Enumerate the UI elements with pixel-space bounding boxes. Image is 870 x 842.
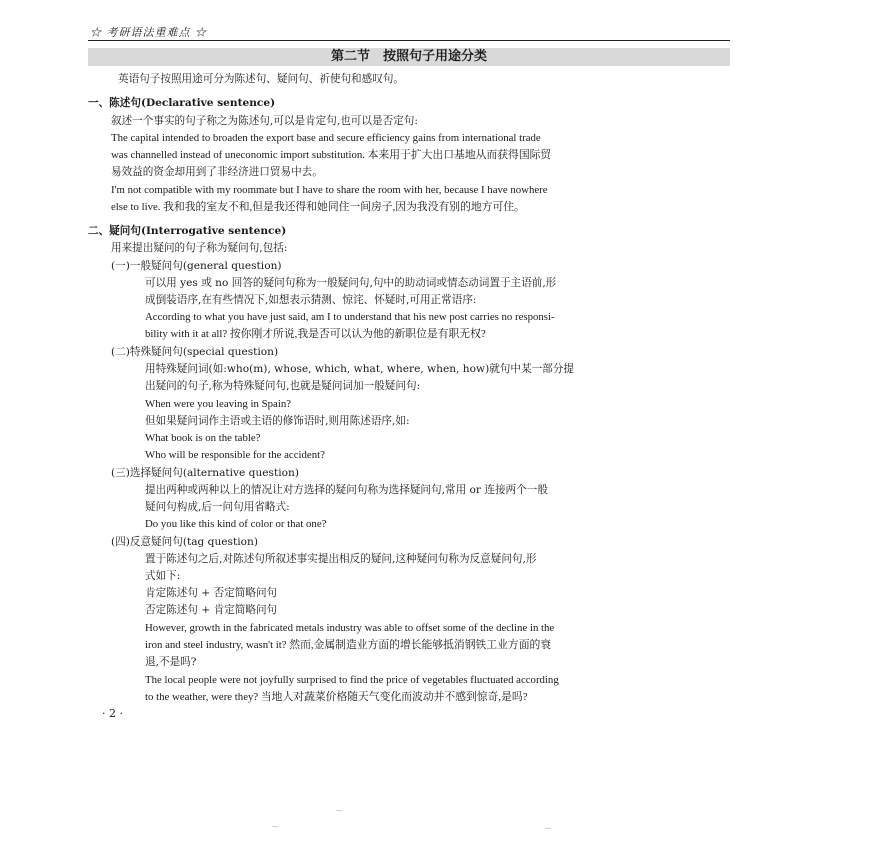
tag-example-2-line-1: The local people were not joyfully surprised to find the price of vegetables fluctuated according <box>145 674 559 686</box>
tag-definition-line-2: 式如下: <box>145 570 181 582</box>
general-definition-line-1: 可以用 yes 或 no 回答的疑问句称为一般疑问句,句中的助动词或情态动词置于主语前,形 <box>145 277 557 289</box>
declarative-example-1-line-2: was channelled instead of uneconomic import substitution. 本来用于扩大出口基地从而获得国际贸 <box>111 149 552 161</box>
special-note: 但如果疑问词作主语或主语的修饰语时,则用陈述语序,如: <box>145 415 410 427</box>
scan-speck <box>545 828 551 829</box>
special-definition-line-1: 用特殊疑问词(如:who(m), whose, which, what, where, when, how)就句中某一部分提 <box>145 363 574 375</box>
tag-example-2-line-2: to the weather, were they? 当地人对蔬菜价格随天气变化而波动并不感到惊奇,是吗? <box>145 691 528 703</box>
declarative-example-1-line-1: The capital intended to broaden the export base and secure efficiency gains from international trade <box>111 132 541 144</box>
tag-example-1-line-2: iron and steel industry, wasn't it? 然而,金属制造业方面的增长能够抵消钢铁工业方面的衰 <box>145 639 552 651</box>
section-title <box>88 48 730 66</box>
alternative-example: Do you like this kind of color or that one? <box>145 518 327 530</box>
declarative-example-2-line-2: else to live. 我和我的室友不和,但是我还得和她同住一间房子,因为我没有别的地方可住。 <box>111 201 525 213</box>
declarative-example-1-line-3: 易效益的资金却用到了非经济进口贸易中去。 <box>111 166 323 178</box>
page-number: · 2 · <box>102 707 123 720</box>
general-definition-line-2: 成倒装语序,在有些情况下,如想表示猜测、惊诧、怀疑时,可用正常语序: <box>145 294 477 306</box>
declarative-example-2-line-1: I'm not compatible with my roommate but I have to share the room with her, because I have nowhere <box>111 184 548 196</box>
tag-form-2: 否定陈述句 + 肯定简略问句 <box>145 604 278 616</box>
header-rule <box>88 40 730 41</box>
interrogative-intro: 用来提出疑问的句子称为疑问句,包括: <box>111 242 288 254</box>
special-example-1: When were you leaving in Spain? <box>145 398 292 410</box>
subheading-tag-question: (四)反意疑问句(tag question) <box>111 536 258 548</box>
special-definition-line-2: 出疑问的句子,称为特殊疑问句,也就是疑问词加一般疑问句: <box>145 380 421 392</box>
tag-form-1: 肯定陈述句 + 否定简略问句 <box>145 587 278 599</box>
declarative-definition: 叙述一个事实的句子称之为陈述句,可以是肯定句,也可以是否定句: <box>111 115 418 127</box>
subheading-alternative-question: (三)选择疑问句(alternative question) <box>111 467 299 479</box>
tag-example-1-line-3: 退,不是吗? <box>145 656 197 668</box>
scan-speck <box>336 810 342 811</box>
subheading-special-question: (二)特殊疑问句(special question) <box>111 346 279 358</box>
section-title-text: 第二节 按照句子用途分类 <box>330 49 487 64</box>
heading-declarative: 一、陈述句(Declarative sentence) <box>88 97 276 109</box>
section-intro: 英语句子按照用途可分为陈述句、疑问句、祈使句和感叹句。 <box>118 73 405 85</box>
tag-example-1-line-1: However, growth in the fabricated metals industry was able to offset some of the decline in the <box>145 622 555 634</box>
general-example-line-2: bility with it at all? 按你刚才所说,我是否可以认为他的新职位是有职无权? <box>145 328 486 340</box>
heading-interrogative: 二、疑问句(Interrogative sentence) <box>88 225 287 237</box>
general-example-line-1: According to what you have just said, am I to understand that his new post carries no responsi- <box>145 311 555 323</box>
special-example-2: What book is on the table? <box>145 432 261 444</box>
special-example-3: Who will be responsible for the accident? <box>145 449 325 461</box>
scan-speck <box>272 826 278 827</box>
running-header: ☆ 考研语法重难点 ☆ <box>90 26 207 39</box>
tag-definition-line-1: 置于陈述句之后,对陈述句所叙述事实提出相反的疑问,这种疑问句称为反意疑问句,形 <box>145 553 537 565</box>
alternative-definition-line-1: 提出两种或两种以上的情况让对方选择的疑问句称为选择疑问句,常用 or 连接两个一般 <box>145 484 548 496</box>
subheading-general-question: (一)一般疑问句(general question) <box>111 260 282 272</box>
alternative-definition-line-2: 疑问句构成,后一问句用省略式: <box>145 501 290 513</box>
